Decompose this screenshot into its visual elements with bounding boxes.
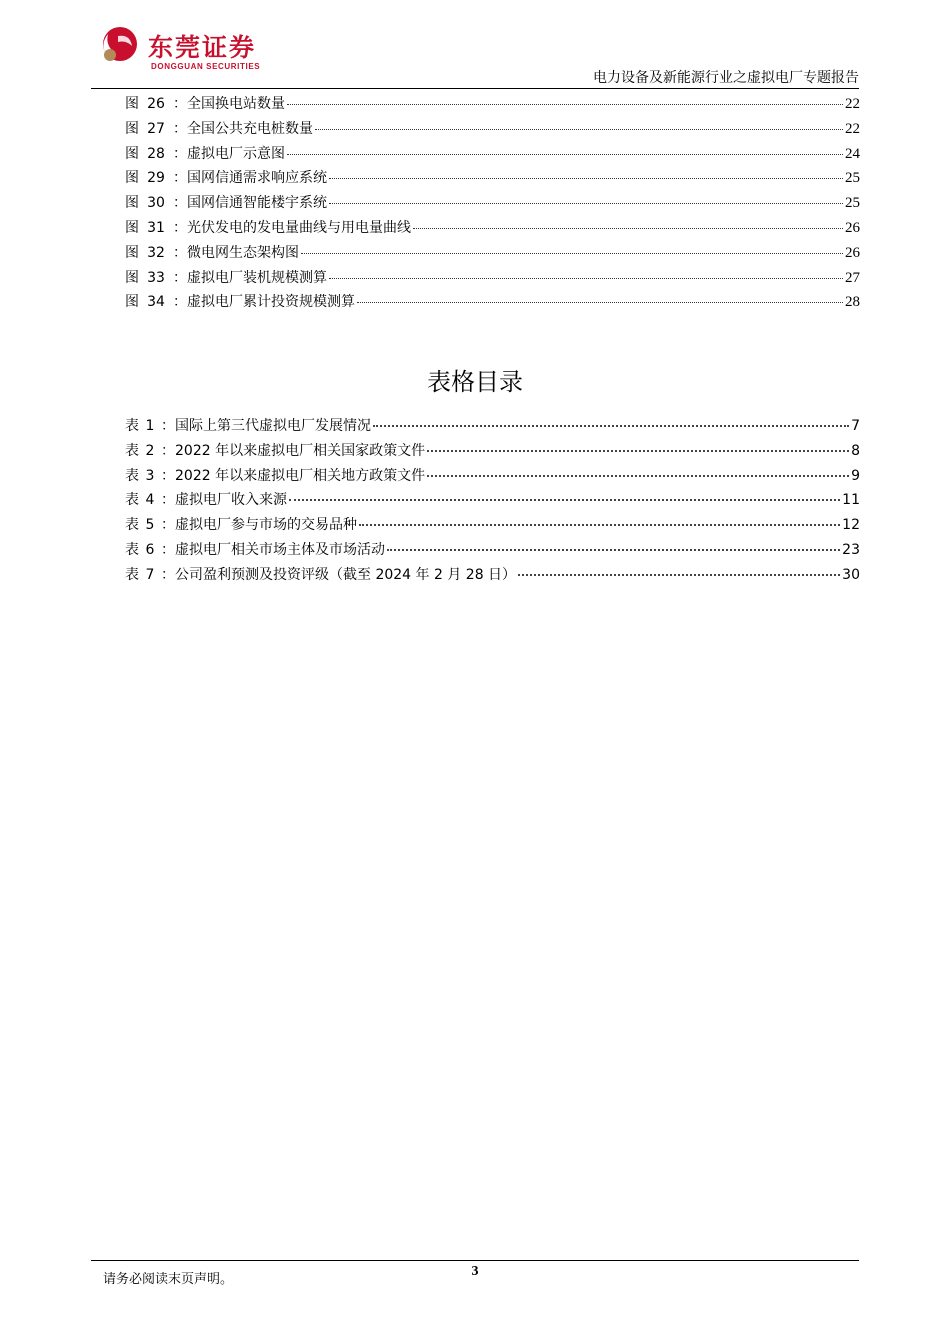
figure-entry-prefix: 图 <box>125 96 139 112</box>
table-entry[interactable] <box>125 513 860 538</box>
dot-leader <box>427 475 849 477</box>
table-entry-number: 1 <box>145 418 155 434</box>
figure-entry-number: 34 <box>147 294 165 311</box>
table-entry-title: 2022 年以来虚拟电厂相关国家政策文件 <box>175 442 426 459</box>
table-entry-number: 4 <box>145 492 155 509</box>
figure-entry[interactable] <box>125 92 860 117</box>
figure-entry-label <box>125 191 187 216</box>
table-entry[interactable] <box>125 563 860 588</box>
colon-separator: ： <box>173 244 187 261</box>
figure-entry-title: 国网信通需求响应系统 <box>187 170 327 187</box>
figure-list <box>125 92 860 315</box>
figure-entry-number: 26 <box>147 96 165 112</box>
dot-leader <box>329 278 843 279</box>
table-entry-label <box>125 464 175 489</box>
figure-entry-page: 22 <box>845 96 860 112</box>
footer-divider <box>91 1260 859 1261</box>
figure-entry-page: 25 <box>845 170 860 187</box>
figure-entry-title: 虚拟电厂示意图 <box>187 145 285 162</box>
figure-entry-label <box>125 290 187 315</box>
figure-entry[interactable] <box>125 266 860 291</box>
table-entry-number: 5 <box>145 517 155 534</box>
colon-separator: ： <box>173 269 187 286</box>
dot-leader <box>427 450 849 452</box>
table-entry-label <box>125 414 175 439</box>
figure-entry-label <box>125 241 187 266</box>
figure-entry-title: 全国公共充电桩数量 <box>187 120 313 137</box>
table-entry-prefix: 表 <box>125 517 139 534</box>
colon-separator: ： <box>161 467 175 484</box>
table-entry-label <box>125 538 175 563</box>
table-list <box>125 414 860 588</box>
figure-entry-page: 27 <box>845 269 860 286</box>
figure-entry-label <box>125 166 187 191</box>
figure-entry-title: 微电网生态架构图 <box>187 244 299 261</box>
figure-entry-prefix: 图 <box>125 195 139 212</box>
table-entry-number: 6 <box>145 541 155 558</box>
figure-entry-prefix: 图 <box>125 120 139 137</box>
table-entry-title: 虚拟电厂参与市场的交易品种 <box>175 517 357 534</box>
table-entry[interactable] <box>125 488 860 513</box>
table-entry-label <box>125 439 175 464</box>
dot-leader <box>359 524 840 526</box>
figure-entry[interactable] <box>125 216 860 241</box>
logo-text-en: DONGGUAN SECURITIES <box>151 62 261 71</box>
figure-entry-title: 虚拟电厂装机规模测算 <box>187 269 327 286</box>
table-entry-title: 公司盈利预测及投资评级（截至 2024 年 2 月 28 日） <box>175 566 517 583</box>
figure-entry-title: 光伏发电的发电量曲线与用电量曲线 <box>187 219 411 236</box>
figure-entry[interactable] <box>125 117 860 142</box>
figure-entry-number: 27 <box>147 120 165 137</box>
table-entry-prefix: 表 <box>125 492 139 509</box>
table-entry-prefix: 表 <box>125 418 139 434</box>
dot-leader <box>387 549 840 551</box>
figure-entry[interactable] <box>125 191 860 216</box>
dot-leader <box>287 154 843 155</box>
dot-leader <box>413 228 843 229</box>
figure-entry-prefix: 图 <box>125 294 139 311</box>
page-number: 3 <box>471 1264 479 1279</box>
dot-leader <box>329 203 843 204</box>
colon-separator: ： <box>161 517 175 534</box>
dot-leader <box>315 129 843 130</box>
figure-entry-label <box>125 216 187 241</box>
table-entry-prefix: 表 <box>125 566 139 583</box>
colon-separator: ： <box>173 294 187 311</box>
table-entry[interactable] <box>125 538 860 563</box>
report-title: 电力设备及新能源行业之虚拟电厂专题报告 <box>593 70 859 86</box>
figure-entry[interactable] <box>125 166 860 191</box>
figure-entry-page: 25 <box>845 195 860 212</box>
figure-entry-prefix: 图 <box>125 244 139 261</box>
figure-entry-label <box>125 266 187 291</box>
table-entry-number: 3 <box>145 467 155 484</box>
figure-entry-number: 29 <box>147 170 165 187</box>
table-entry[interactable] <box>125 414 860 439</box>
table-entry[interactable] <box>125 439 860 464</box>
figure-entry-number: 32 <box>147 244 165 261</box>
colon-separator: ： <box>173 120 187 137</box>
table-entry-prefix: 表 <box>125 467 139 484</box>
table-entry-page: 30 <box>842 566 860 583</box>
figure-entry-title: 全国换电站数量 <box>187 96 285 112</box>
dot-leader <box>289 499 840 501</box>
colon-separator: ： <box>173 96 187 112</box>
table-entry-page: 12 <box>842 517 860 534</box>
table-entry-page: 23 <box>842 541 860 558</box>
dot-leader <box>301 253 843 254</box>
table-entry-page: 11 <box>842 492 860 509</box>
colon-separator: ： <box>173 219 187 236</box>
figure-entry-title: 国网信通智能楼宇系统 <box>187 195 327 212</box>
table-entry-title: 虚拟电厂相关市场主体及市场活动 <box>175 541 385 558</box>
footer-disclaimer: 请务必阅读末页声明。 <box>103 1272 234 1287</box>
table-entry-label <box>125 488 175 513</box>
company-logo <box>96 24 296 76</box>
logo-text-cn: 东莞证券 <box>148 33 257 62</box>
table-entry-page: 8 <box>851 442 860 459</box>
table-entry-title: 国际上第三代虚拟电厂发展情况 <box>175 418 371 434</box>
tables-section-title: 表格目录 <box>427 368 523 396</box>
figure-entry-page: 26 <box>845 244 860 261</box>
colon-separator: ： <box>161 418 175 434</box>
figure-entry-label <box>125 142 187 167</box>
figure-entry-page: 22 <box>845 120 860 137</box>
figure-entry-number: 33 <box>147 269 165 286</box>
colon-separator: ： <box>161 566 175 583</box>
colon-separator: ： <box>161 492 175 509</box>
dot-leader <box>357 302 843 303</box>
figure-entry-prefix: 图 <box>125 219 139 236</box>
colon-separator: ： <box>173 145 187 162</box>
logo-emblem-icon <box>96 24 142 70</box>
figure-entry-prefix: 图 <box>125 145 139 162</box>
dot-leader <box>373 425 849 427</box>
figure-entry-page: 26 <box>845 219 860 236</box>
figure-entry-page: 24 <box>845 145 860 162</box>
header-divider <box>91 88 859 89</box>
figure-entry-number: 31 <box>147 219 165 236</box>
table-entry-number: 2 <box>145 442 155 459</box>
figure-entry[interactable] <box>125 241 860 266</box>
figure-entry[interactable] <box>125 290 860 315</box>
table-entry-page: 7 <box>851 418 860 434</box>
figure-entry[interactable] <box>125 142 860 167</box>
dot-leader <box>518 574 840 576</box>
table-entry[interactable] <box>125 464 860 489</box>
colon-separator: ： <box>161 442 175 459</box>
table-entry-prefix: 表 <box>125 442 139 459</box>
colon-separator: ： <box>173 170 187 187</box>
table-entry-prefix: 表 <box>125 541 139 558</box>
figure-entry-prefix: 图 <box>125 269 139 286</box>
table-entry-label <box>125 563 175 588</box>
colon-separator: ： <box>173 195 187 212</box>
table-entry-title: 虚拟电厂收入来源 <box>175 492 287 509</box>
table-entry-number: 7 <box>145 566 155 583</box>
dot-leader <box>329 178 843 179</box>
figure-entry-page: 28 <box>845 294 860 311</box>
figure-entry-number: 28 <box>147 145 165 162</box>
figure-entry-number: 30 <box>147 195 165 212</box>
figure-entry-prefix: 图 <box>125 170 139 187</box>
dot-leader <box>287 104 843 105</box>
colon-separator: ： <box>161 541 175 558</box>
table-entry-page: 9 <box>851 467 860 484</box>
figure-entry-label <box>125 92 187 117</box>
table-entry-title: 2022 年以来虚拟电厂相关地方政策文件 <box>175 467 426 484</box>
figure-entry-title: 虚拟电厂累计投资规模测算 <box>187 294 355 311</box>
figure-entry-label <box>125 117 187 142</box>
table-entry-label <box>125 513 175 538</box>
